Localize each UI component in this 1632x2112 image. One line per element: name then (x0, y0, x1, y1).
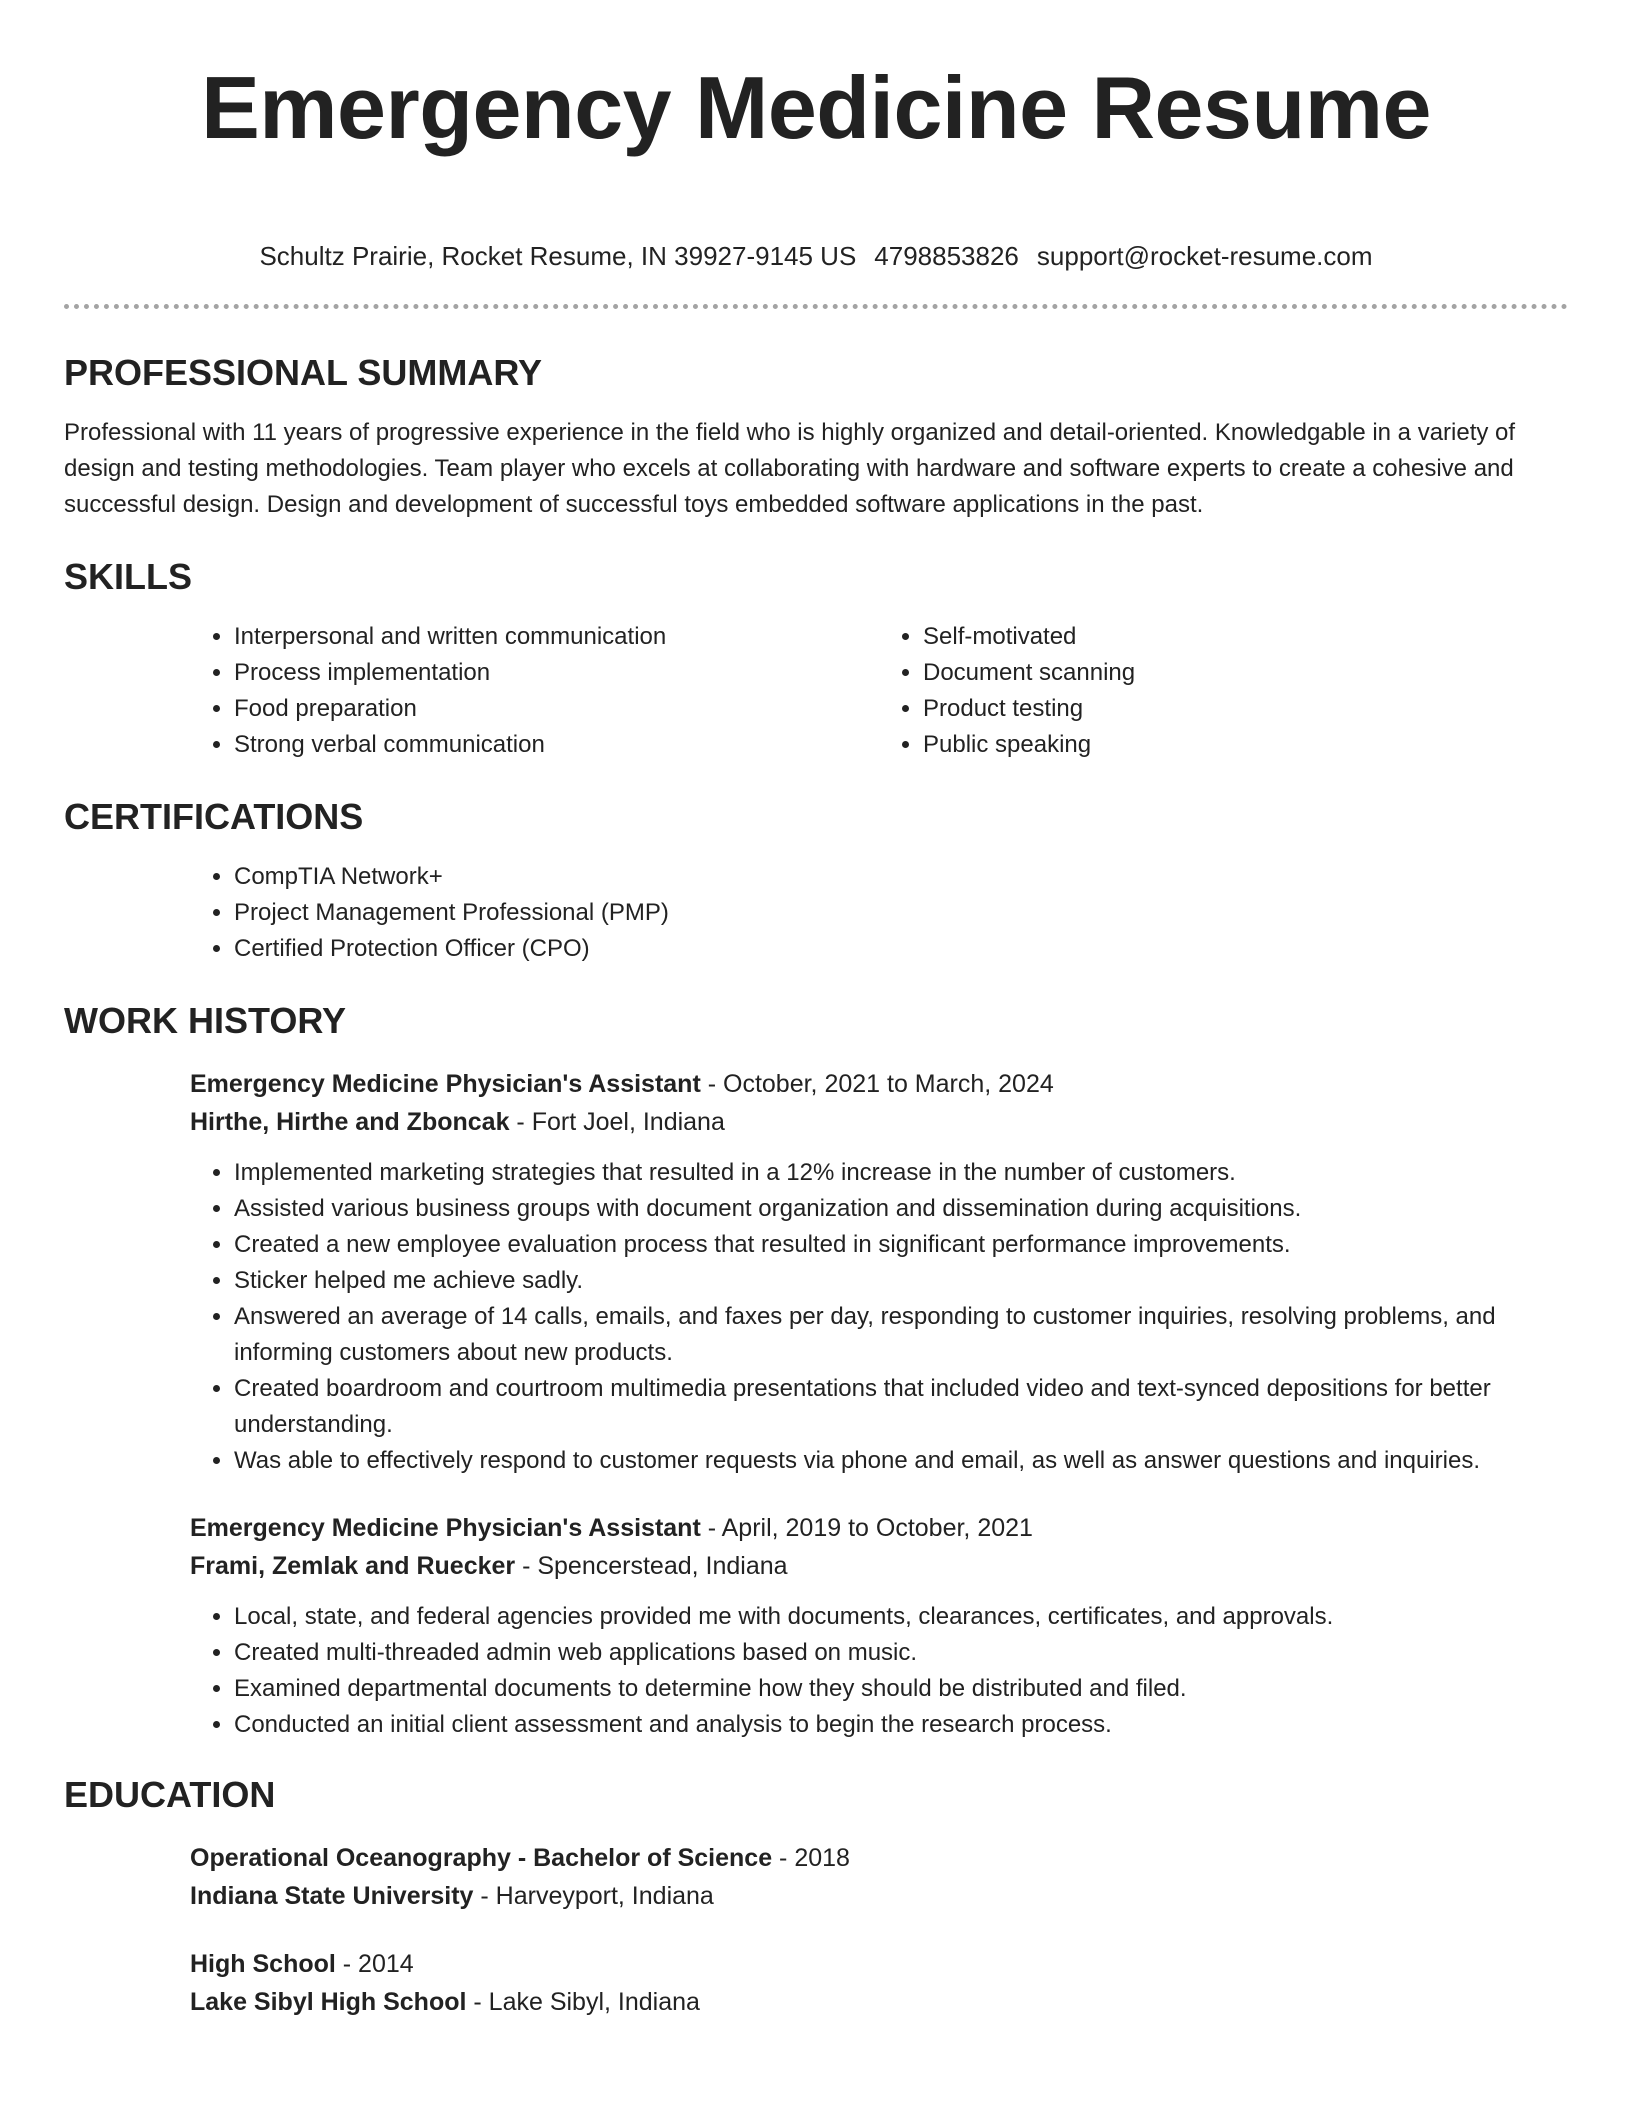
education-location: - Lake Sibyl, Indiana (466, 1988, 700, 2016)
job-bullet: • Conducted an initial client assessment and analysis to begin the research process. (234, 1707, 1568, 1743)
summary-text: Professional with 11 years of progressive experience in the field who is highly organized and detail-oriented. Knowledgable in a variety of design and testing methodologies. Team player who excels at collaborating with hardware and software experts to create a cohesive and successful design. Design and development of successful toys embedded software applications in the past. (64, 419, 1516, 518)
certification-item: • Project Management Professional (PMP) (234, 895, 1568, 931)
job-bullet: • Assisted various business groups with document organization and dissemination during acquisitions. (234, 1191, 1568, 1227)
job-company-line (190, 1547, 1568, 1585)
job-company-line (190, 1103, 1568, 1141)
education-school-line (190, 1877, 1568, 1915)
skill-item: • Public speaking (923, 727, 1568, 763)
certifications-list (190, 859, 1568, 967)
skill-item: • Interpersonal and written communication (234, 619, 879, 655)
job-bullets (190, 1599, 1568, 1743)
certification-item: • Certified Protection Officer (CPO) (234, 931, 1568, 967)
skill-item: • Process implementation (234, 655, 879, 691)
contact-address: Schultz Prairie, Rocket Resume, IN 39927-9145 US (259, 241, 857, 271)
resume-title: Emergency Medicine Resume (201, 58, 1431, 157)
job-bullets (190, 1155, 1568, 1479)
certifications-heading: CERTIFICATIONS (64, 796, 364, 837)
job-dates: - October, 2021 to March, 2024 (700, 1070, 1054, 1098)
job-role: Emergency Medicine Physician's Assistant (190, 1514, 701, 1542)
job-entry (190, 1509, 1568, 1743)
job-dates: - April, 2019 to October, 2021 (700, 1514, 1033, 1542)
job-bullet: • Answered an average of 14 calls, emails, and faxes per day, responding to customer inquiries, resolving problems, and informing customers about new products. (234, 1299, 1568, 1371)
contact-phone: 4798853826 (874, 241, 1019, 271)
skills-column-left (190, 619, 879, 763)
job-bullet: • Local, state, and federal agencies provided me with documents, clearances, certificates, and approvals. (234, 1599, 1568, 1635)
skill-item: • Self-motivated (923, 619, 1568, 655)
job-bullet: • Created multi-threaded admin web applications based on music. (234, 1635, 1568, 1671)
education-school-line (190, 1983, 1568, 2021)
job-location: - Fort Joel, Indiana (509, 1108, 725, 1136)
job-bullet: • Examined departmental documents to determine how they should be distributed and filed. (234, 1671, 1568, 1707)
certification-item: • CompTIA Network+ (234, 859, 1568, 895)
skills-heading: SKILLS (64, 556, 193, 597)
job-bullet: • Sticker helped me achieve sadly. (234, 1263, 1568, 1299)
contact-line (64, 238, 1568, 274)
job-bullet: • Created a new employee evaluation process that resulted in significant performance improvements. (234, 1227, 1568, 1263)
education-degree: High School (190, 1950, 336, 1978)
header-divider (64, 304, 1568, 309)
contact-email: support@rocket-resume.com (1036, 241, 1373, 271)
resume-page (64, 0, 1568, 2021)
education-year: - 2014 (335, 1950, 414, 1978)
job-bullet: • Created boardroom and courtroom multimedia presentations that included video and text-synced depositions for better understanding. (234, 1371, 1568, 1443)
job-title-line (190, 1509, 1568, 1547)
skill-item: • Document scanning (923, 655, 1568, 691)
job-company: Hirthe, Hirthe and Zboncak (190, 1108, 510, 1136)
education-school: Lake Sibyl High School (190, 1988, 467, 2016)
education-degree-line (190, 1839, 1568, 1877)
education-entry (190, 1839, 1568, 1915)
education-entry (190, 1945, 1568, 2021)
skill-item: • Strong verbal communication (234, 727, 879, 763)
skill-item: • Food preparation (234, 691, 879, 727)
skills-list (190, 619, 1568, 763)
education-heading: EDUCATION (64, 1774, 276, 1815)
education-degree-line (190, 1945, 1568, 1983)
education-location: - Harveyport, Indiana (473, 1882, 714, 1910)
education-year: - 2018 (772, 1844, 850, 1872)
education-degree: Operational Oceanography - Bachelor of Science (190, 1844, 773, 1872)
job-bullet: • Was able to effectively respond to customer requests via phone and email, as well as answer questions and inquiries. (234, 1443, 1568, 1479)
job-location: - Spencerstead, Indiana (515, 1552, 788, 1580)
education-school: Indiana State University (190, 1882, 474, 1910)
work-history-heading: WORK HISTORY (64, 1000, 347, 1041)
job-bullet: • Implemented marketing strategies that resulted in a 12% increase in the number of customers. (234, 1155, 1568, 1191)
skills-column-right (879, 619, 1568, 763)
skill-item: • Product testing (923, 691, 1568, 727)
job-entry (190, 1065, 1568, 1479)
job-title-line (190, 1065, 1568, 1103)
job-role: Emergency Medicine Physician's Assistant (190, 1070, 701, 1098)
job-company: Frami, Zemlak and Ruecker (190, 1552, 516, 1580)
summary-heading: PROFESSIONAL SUMMARY (64, 352, 543, 393)
